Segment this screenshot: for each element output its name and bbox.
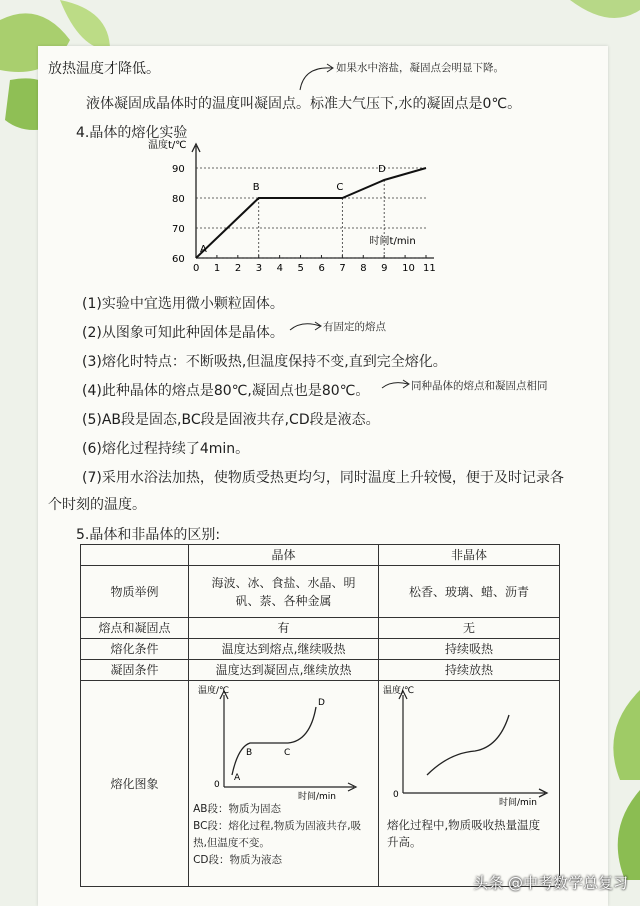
y-axis-label: 温度t/℃ (148, 140, 187, 151)
note-cd: CD段：物质为液态 (193, 854, 282, 866)
x-tick-label: 8 (360, 263, 367, 274)
crystal-melting-graph (194, 683, 374, 801)
x-tick-label: 10 (402, 263, 415, 274)
comparison-table (80, 544, 560, 887)
x-tick-label: 2 (234, 263, 242, 274)
x-tick-label: 3 (255, 263, 263, 274)
item-3: (3)熔化时特点：不断吸热,但温度保持不变,直到完全熔化。 (82, 354, 447, 370)
item-7-cont: 个时刻的温度。 (48, 497, 146, 513)
point-label-b: B (252, 182, 260, 193)
note-same-point: 同种晶体的熔点和凝固点相同 (411, 380, 548, 392)
point-label-c: C (336, 182, 344, 193)
x-tick-label: 5 (297, 263, 304, 274)
x-tick-label: 7 (339, 263, 346, 274)
item-2 (82, 322, 284, 342)
crystal-cell: 温度达到凝固点,继续放热 (189, 660, 379, 681)
item-6: (6)熔化过程持续了4min。 (82, 441, 250, 457)
y-tick-label: 70 (172, 224, 185, 235)
y-tick-label: 60 (172, 254, 185, 265)
intro-tail-text: 放热温度才降低。 (48, 61, 160, 77)
x-tick-label: 4 (276, 263, 284, 274)
crystal-cell: 有 (189, 618, 379, 639)
crystal-graph-xlabel: 时间/min (297, 792, 336, 801)
x-tick-label: 6 (318, 263, 325, 274)
watermark: 头条 @中考数学总复习 (473, 874, 628, 892)
item-2-text: (2)从图象可知此种固体是晶体。 (82, 325, 284, 341)
row-label: 物质举例 (81, 566, 189, 618)
amorphous-cell: 无 (379, 618, 560, 639)
item-5: (5)AB段是固态,BC段是固液共存,CD段是液态。 (82, 412, 380, 428)
annotation-arrow (296, 60, 336, 92)
header-cell: 非晶体 (379, 545, 560, 566)
item-4: (4)此种晶体的熔点是80℃,凝固点也是80℃。 (82, 383, 370, 399)
note-bc: BC段：熔化过程,物质为固液共存,吸热,但温度不变。 (193, 820, 362, 849)
amorphous-graph-origin: 0 (393, 790, 399, 800)
point-label-a: A (200, 244, 207, 255)
row-label: 熔化条件 (81, 639, 189, 660)
amorphous-cell: 持续吸热 (379, 639, 560, 660)
table-row (81, 639, 560, 660)
point-label-d: D (378, 164, 386, 175)
section5-title: 5.晶体和非晶体的区别: (76, 527, 221, 543)
table-header-row (81, 545, 560, 566)
crystal-graph-ylabel: 温度/℃ (197, 686, 229, 696)
annotation-arrow (380, 376, 412, 396)
crystal-graph-notes (189, 801, 378, 869)
freezing-definition: 液体凝固成晶体时的温度叫凝固点。标准大气压下,水的凝固点是0℃。 (86, 96, 522, 112)
section4-title: 4.晶体的熔化实验 (76, 125, 188, 141)
amorphous-note: 熔化过程中,物质吸收热量温度升高。 (387, 818, 541, 849)
header-cell: 晶体 (189, 545, 379, 566)
y-tick-label: 80 (172, 194, 185, 205)
table-row (81, 660, 560, 681)
crystal-graph-label-a: A (233, 773, 240, 783)
header-cell (81, 545, 189, 566)
table-graph-row (81, 681, 560, 887)
table-row (81, 618, 560, 639)
table-row (81, 566, 560, 618)
annotation-arrow (288, 318, 324, 338)
row-label: 熔点和凝固点 (81, 618, 189, 639)
row-label: 熔化图象 (81, 681, 189, 887)
note-crystal: 有固定的熔点 (323, 321, 386, 333)
item-7: (7)采用水浴法加热，使物质受热更均匀，同时温度上升较慢，便于及时记录各 (82, 470, 564, 486)
crystal-graph-origin: 0 (213, 780, 220, 790)
amorphous-cell: 松香、玻璃、蜡、沥青 (379, 566, 560, 618)
note-ab: AB段：物质为固态 (193, 803, 281, 815)
amorphous-cell: 持续放热 (379, 660, 560, 681)
item-1: (1)实验中宜选用微小颗粒固体。 (82, 296, 284, 312)
crystal-cell: 海波、冰、食盐、水晶、明矾、萘、各种金属 (189, 566, 379, 618)
crystal-graph-cell (189, 681, 379, 887)
crystal-graph-label-c: C (283, 748, 290, 758)
x-axis-label: 时间t/min (369, 236, 416, 247)
melting-chart (144, 138, 444, 283)
crystal-cell: 温度达到熔点,继续吸热 (189, 639, 379, 660)
crystal-graph-label-b: B (245, 748, 252, 758)
amorphous-graph-cell (379, 681, 560, 887)
x-tick-label: 11 (423, 263, 436, 274)
note-supercool: 如果水中溶盐，凝固点会明显下降。 (336, 62, 504, 74)
amorphous-graph-xlabel: 时间/min (499, 798, 538, 807)
amorphous-graph-ylabel: 温度/℃ (383, 686, 415, 696)
x-tick-label: 9 (381, 263, 388, 274)
crystal-graph-label-d: D (317, 698, 325, 708)
row-label: 凝固条件 (81, 660, 189, 681)
y-tick-label: 90 (172, 164, 185, 175)
x-tick-label: 1 (213, 263, 221, 274)
amorphous-melting-graph (379, 683, 559, 807)
x-tick-label: 0 (193, 263, 200, 274)
